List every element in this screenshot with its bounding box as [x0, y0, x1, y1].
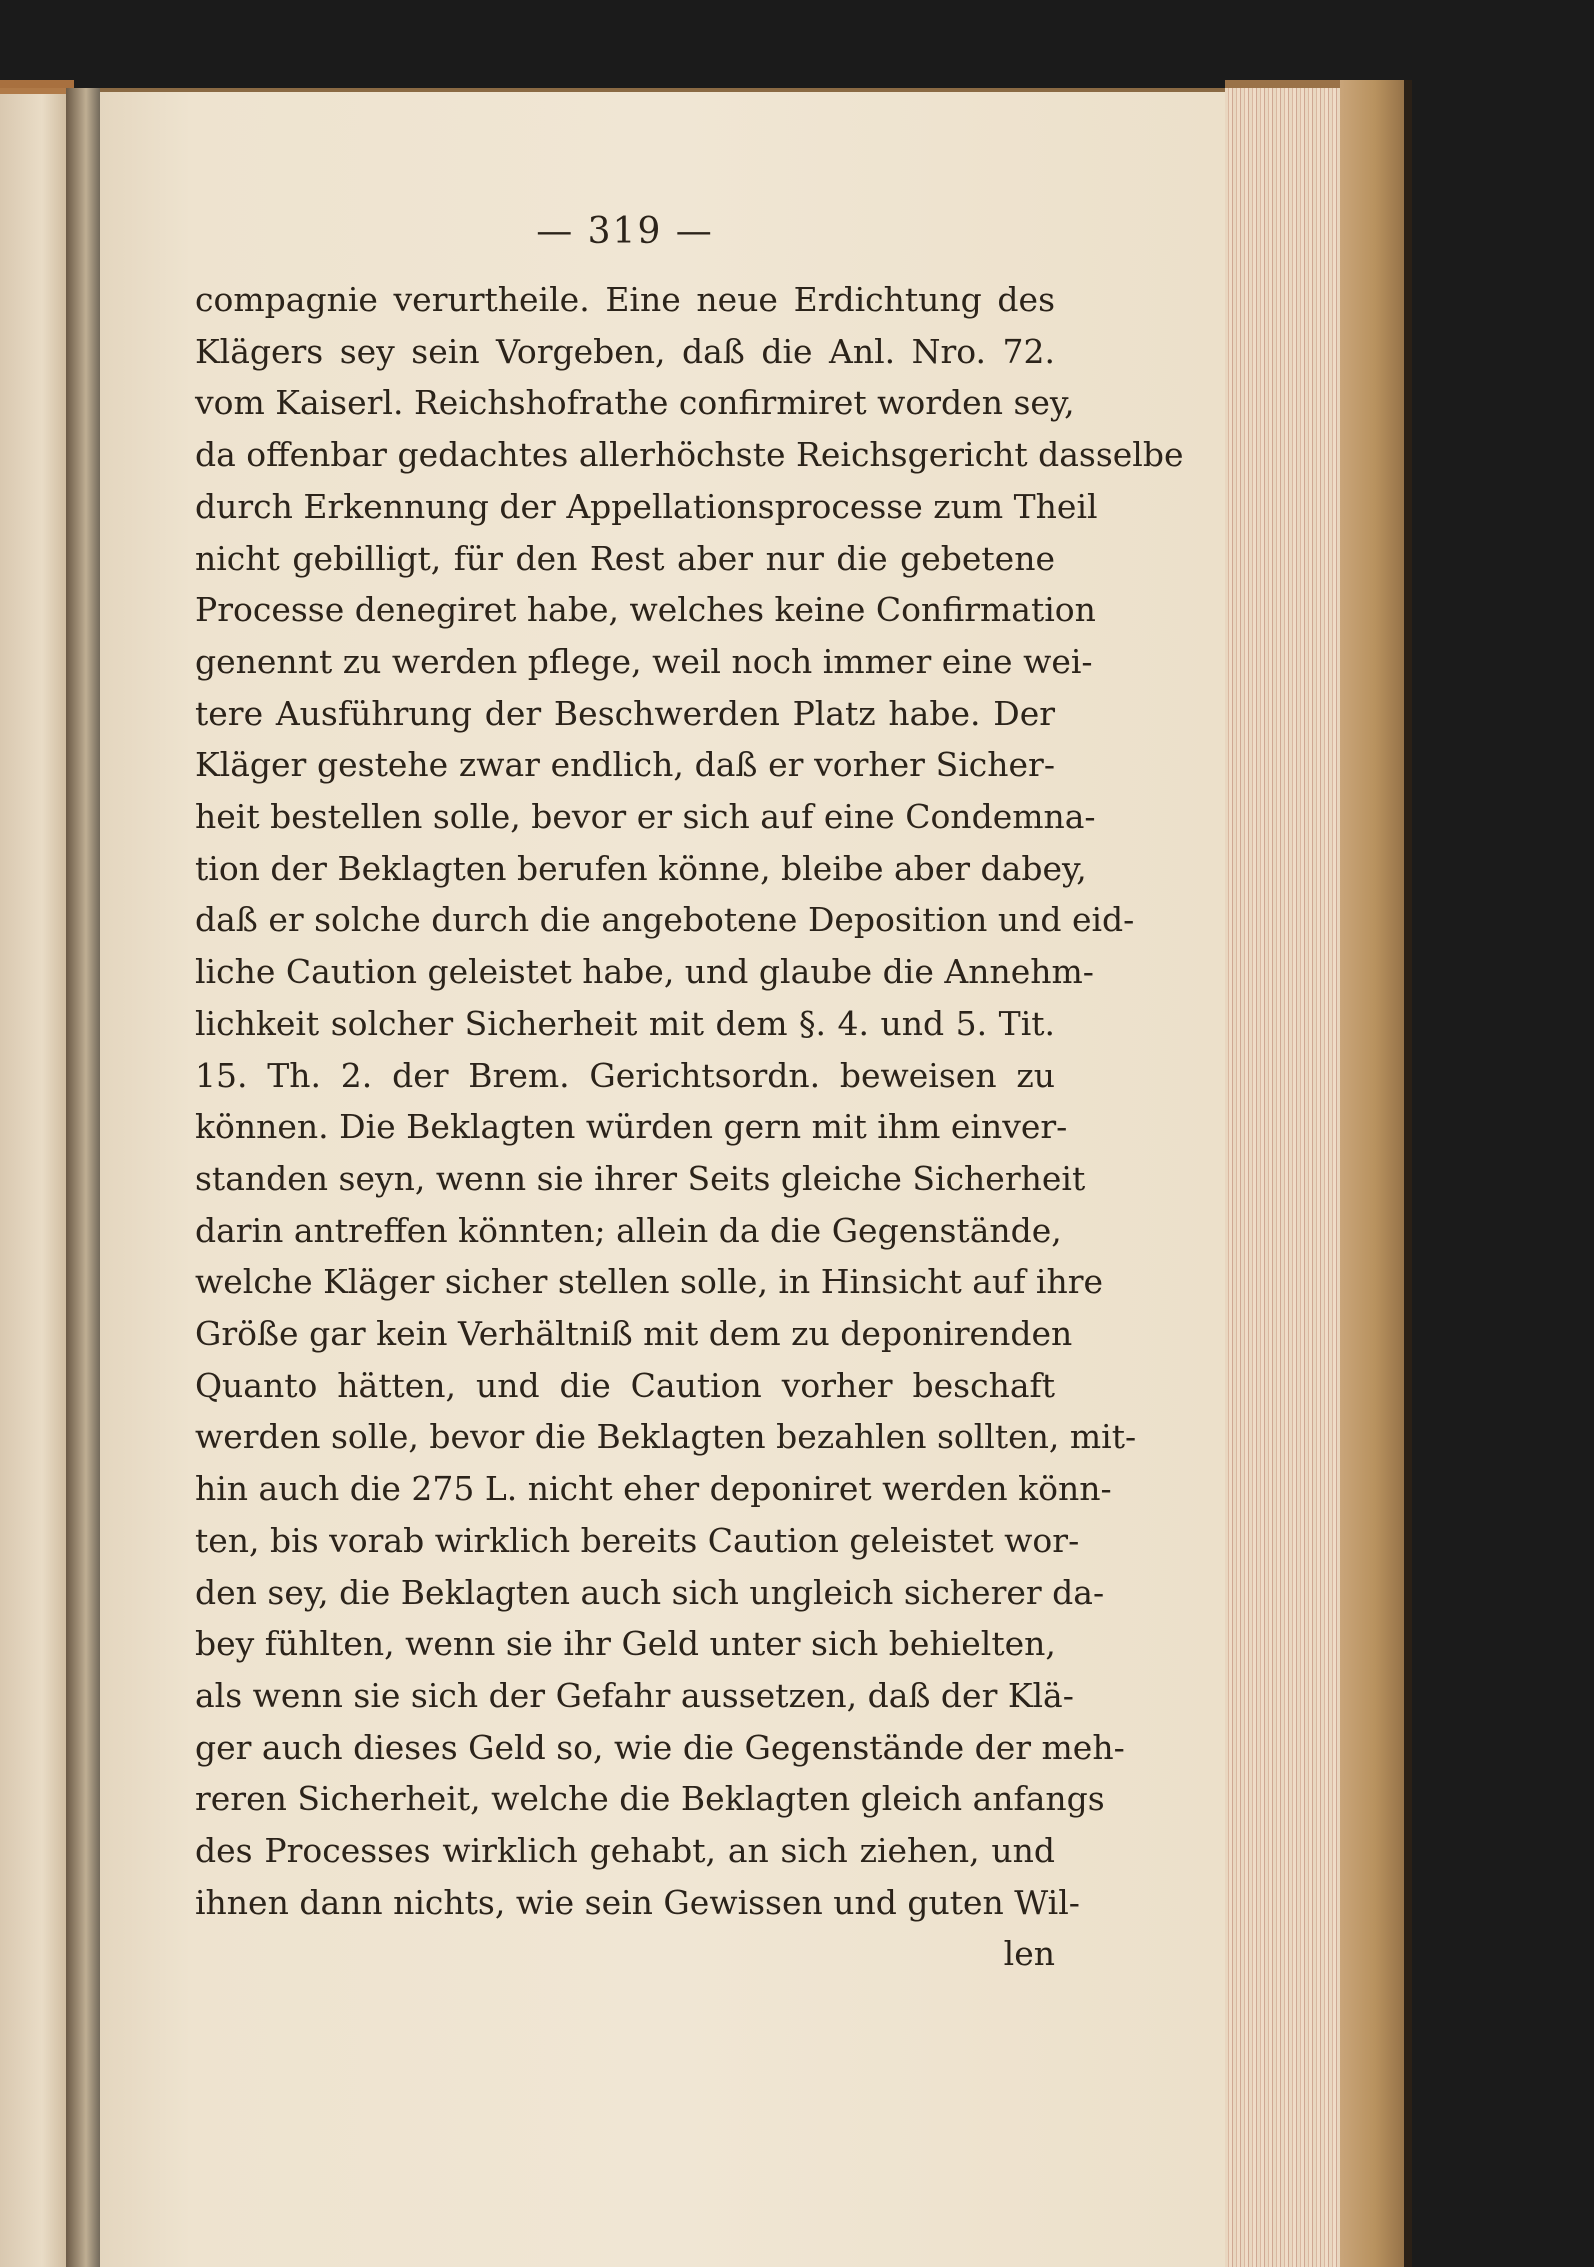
text-line: ihnen dann nichts, wie sein Gewissen und guten Wil- — [195, 1882, 1080, 1922]
text-line: ten, bis vorab wirklich bereits Caution geleistet wor- — [195, 1520, 1080, 1560]
text-line: compagnie verurtheile. Eine neue Erdichtung des — [195, 280, 1055, 319]
text-line: genennt zu werden pflege, weil noch immer eine wei- — [195, 641, 1093, 681]
text-line: darin antreffen könnten; allein da die Gegenstände, — [195, 1210, 1062, 1250]
text-line: als wenn sie sich der Gefahr aussetzen, daß der Klä- — [195, 1675, 1074, 1715]
text-line: tere Ausführung der Beschwerden Platz habe. Der — [195, 693, 1055, 733]
text-line: den sey, die Beklagten auch sich ungleich sicherer da- — [195, 1572, 1105, 1612]
text-line: Größe gar kein Verhältniß mit dem zu deponirenden — [195, 1314, 1073, 1353]
text-line: ger auch dieses Geld so, wie die Gegenstände der meh- — [195, 1727, 1125, 1767]
text-line: können. Die Beklagten würden gern mit ihm einver- — [195, 1107, 1068, 1147]
text-line: heit bestellen solle, bevor er sich auf eine Condemna- — [195, 797, 1096, 836]
right-cover-board — [1340, 80, 1410, 2267]
cover-outer-edge — [1404, 80, 1412, 2267]
text-line: des Processes wirklich gehabt, an sich ziehen, und — [195, 1831, 1055, 1870]
text-line: tion der Beklagten berufen könne, bleibe aber dabey, — [195, 848, 1087, 888]
text-line: vom Kaiserl. Reichshofrathe confirmiret worden sey, — [195, 383, 1075, 423]
page-block-fore-edge — [1225, 88, 1345, 2267]
text-line: hin auch die 275 L. nicht eher deponiret werden könn- — [195, 1469, 1112, 1509]
page-number-header: — 319 — — [536, 211, 714, 252]
text-line: durch Erkennung der Appellationsprocesse zum Theil — [195, 486, 1098, 526]
text-line: daß er solche durch die angebotene Deposition und eid- — [195, 900, 1135, 940]
text-line: werden solle, bevor die Beklagten bezahlen sollten, mit- — [195, 1417, 1137, 1457]
text-line: Quanto hätten, und die Caution vorher beschaft — [195, 1365, 1055, 1405]
text-line: Processe denegiret habe, welches keine Confirmation — [195, 590, 1096, 630]
previous-page-edge — [0, 88, 70, 2267]
text-line: da offenbar gedachtes allerhöchste Reichsgericht dasselbe — [195, 435, 1184, 475]
text-line: Klägers sey sein Vorgeben, daß die Anl. Nro. 72. — [195, 331, 1055, 371]
text-line: lichkeit solcher Sicherheit mit dem §. 4. und 5. Tit. — [195, 1003, 1055, 1043]
text-line: welche Kläger sicher stellen solle, in Hinsicht auf ihre — [195, 1262, 1104, 1302]
text-line: standen seyn, wenn sie ihrer Seits gleiche Sicherheit — [195, 1158, 1086, 1198]
text-line: nicht gebilligt, für den Rest aber nur die gebetene — [195, 538, 1055, 578]
text-line: liche Caution geleistet habe, und glaube die Annehm- — [195, 952, 1094, 992]
catchword: len — [1003, 1934, 1055, 1974]
text-line: Kläger gestehe zwar endlich, daß er vorher Sicher- — [195, 745, 1055, 785]
text-line: reren Sicherheit, welche die Beklagten gleich anfangs — [195, 1779, 1105, 1819]
text-line: 15. Th. 2. der Brem. Gerichtsordn. beweisen zu — [195, 1055, 1055, 1095]
text-line: bey fühlten, wenn sie ihr Geld unter sich behielten, — [195, 1624, 1056, 1664]
